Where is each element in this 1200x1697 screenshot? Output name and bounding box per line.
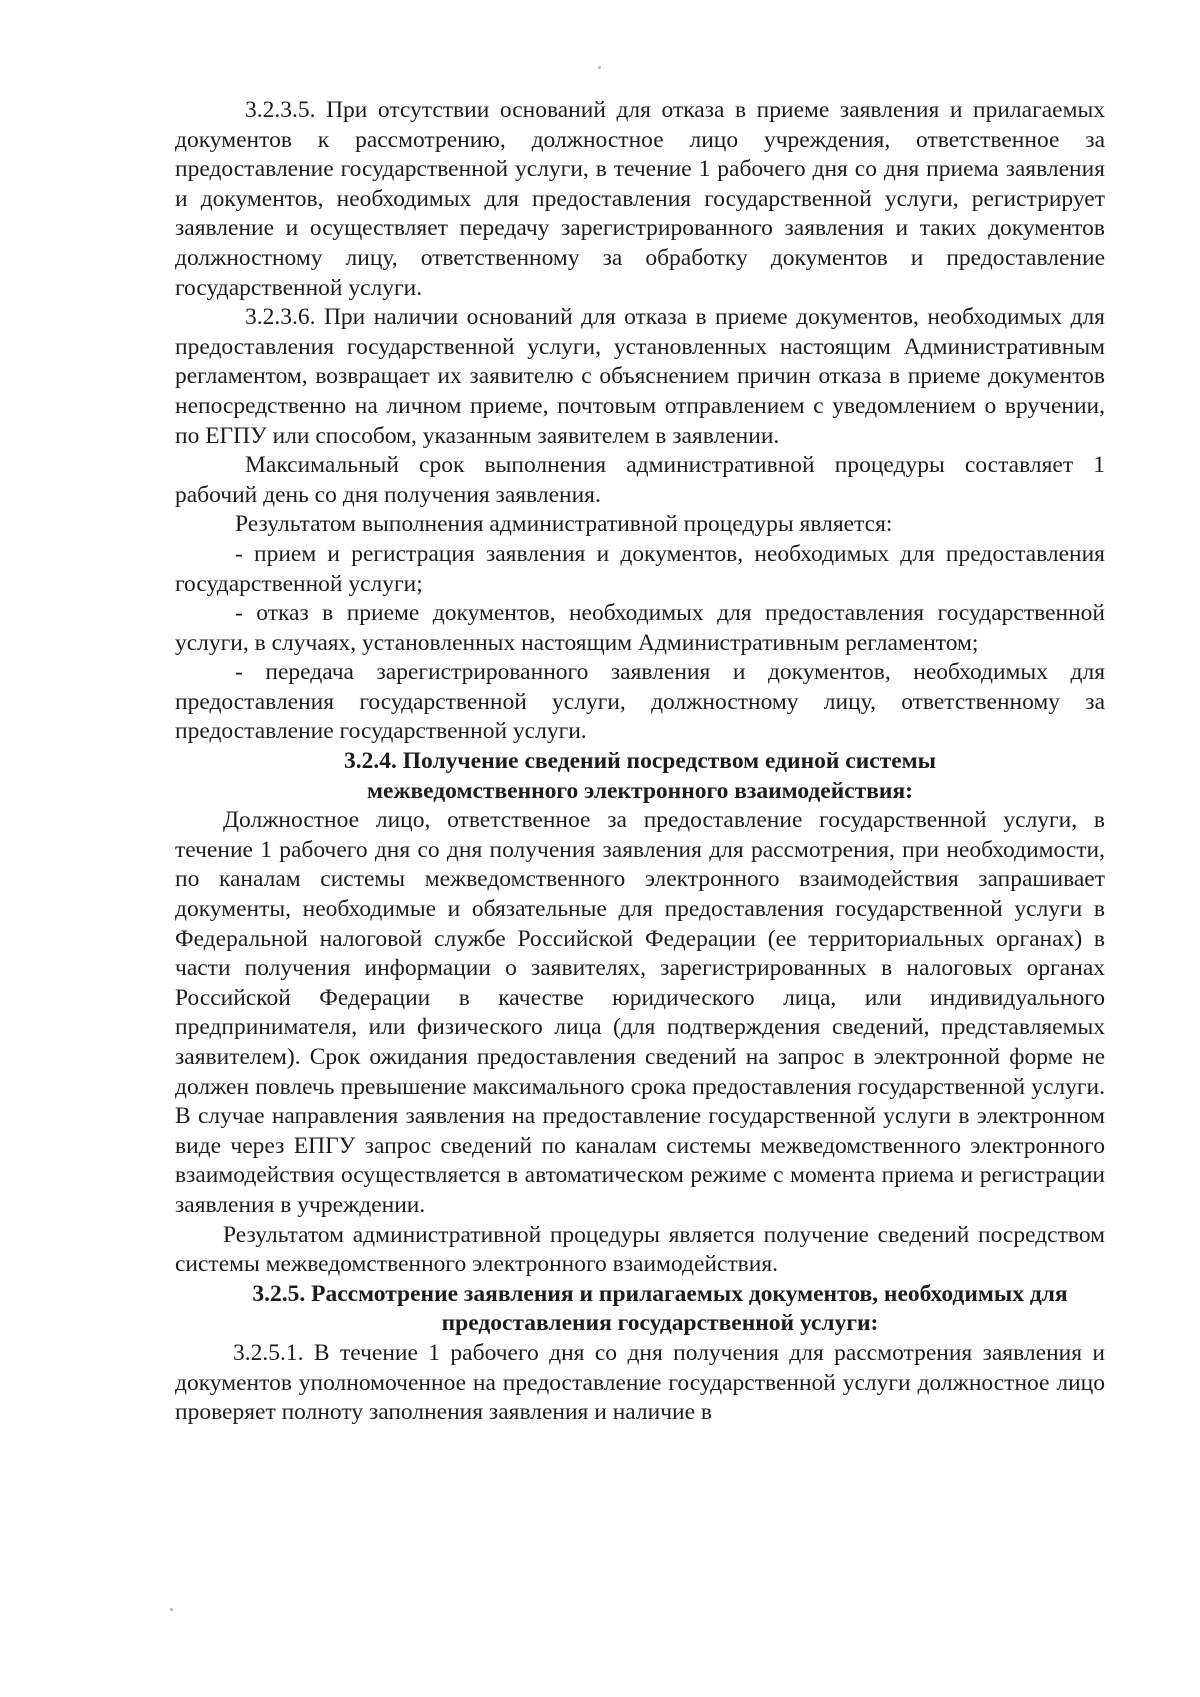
list-item-transfer: - передача зарегистрированного заявления и документов, необходимых для предоставления государственной услуги, должностному лицу, ответственному за предоставление государственной услуги. [175,659,1105,745]
paragraph-3-2-5-1: 3.2.5.1. В течение 1 рабочего дня со дня получения для рассмотрения заявления и документов уполномоченное на предоставление государственной услуги должностное лицо проверяет полноту заполнения заявления и наличие в [175,1339,1105,1426]
list-item-registration: - прием и регистрация заявления и документов, необходимых для предоставления государственной услуги; [175,540,1105,597]
section-heading-3-2-5: 3.2.5. Рассмотрение заявления и прилагаемых документов, необходимых для предоставления государственной услуги: [252,1280,1068,1337]
section-heading-3-2-4: 3.2.4. Получение сведений посредством единой системы межведомственного электронного взаимодействия: [344,748,936,804]
scan-speck-bottom [170,1608,173,1611]
paragraph-interagency-request: Должностное лицо, ответственное за предоставление государственной услуги, в течение 1 рабочего дня со дня получения заявления для рассмотрения, при необходимости, по каналам системы межведомственного электронного взаимодействия запрашивает документы, необходимые и обязательные для предоставления государственной услуги в Федеральной налоговой службе Российской Федерации (ее территориальных органах) в части получения информации о заявителях, зарегистрированных в налоговых органах Российской Федерации в качестве юридического лица, или индивидуального предпринимателя, или физического лица (для подтверждения сведений, представляемых заявителем). Срок ожидания предоставления сведений на запрос в электронной форме не должен повлечь превышение максимального срока предоставления государственной услуги. В случае направления заявления на предоставление государственной услуги в электронном виде через ЕПГУ запрос сведений по каналам системы межведомственного электронного взаимодействия осуществляется в автоматическом режиме с момента приема и регистрации заявления в учреждении. [175,807,1105,1218]
paragraph-result-intro: Результатом выполнения административной процедуры является: [235,511,893,538]
document-page [175,96,1105,1428]
paragraph-3-2-3-5: 3.2.3.5. При отсутствии оснований для отказа в приеме заявления и прилагаемых документов к рассмотрению, должностное лицо учреждения, ответственное за предоставление государственной услуги, в течение 1 рабочего дня со дня приема заявления и документов, необходимых для предоставления государственной услуги, регистрирует заявление и осуществляет передачу зарегистрированного заявления и таких документов должностному лицу, ответственному за обработку документов и предоставление государственной услуги. [175,97,1105,301]
paragraph-3-2-3-6: 3.2.3.6. При наличии оснований для отказа в приеме документов, необходимых для предоставления государственной услуги, установленных настоящим Административным регламентом, возвращает их заявителю с объяснением причин отказа в приеме документов непосредственно на личном приеме, почтовым отправлением с уведомлением о вручении, по ЕГПУ или способом, указанным заявителем в заявлении. [175,304,1105,449]
paragraph-interagency-result: Результатом административной процедуры является получение сведений посредством системы межведомственного электронного взаимодействия. [175,1221,1105,1278]
scan-speck-top [598,66,601,69]
list-item-refusal: - отказ в приеме документов, необходимых для предоставления государственной услуги, в случаях, установленных настоящим Административным регламентом; [175,600,1105,656]
paragraph-max-term: Максимальный срок выполнения административной процедуры составляет 1 рабочий день со дня получения заявления. [175,452,1105,508]
